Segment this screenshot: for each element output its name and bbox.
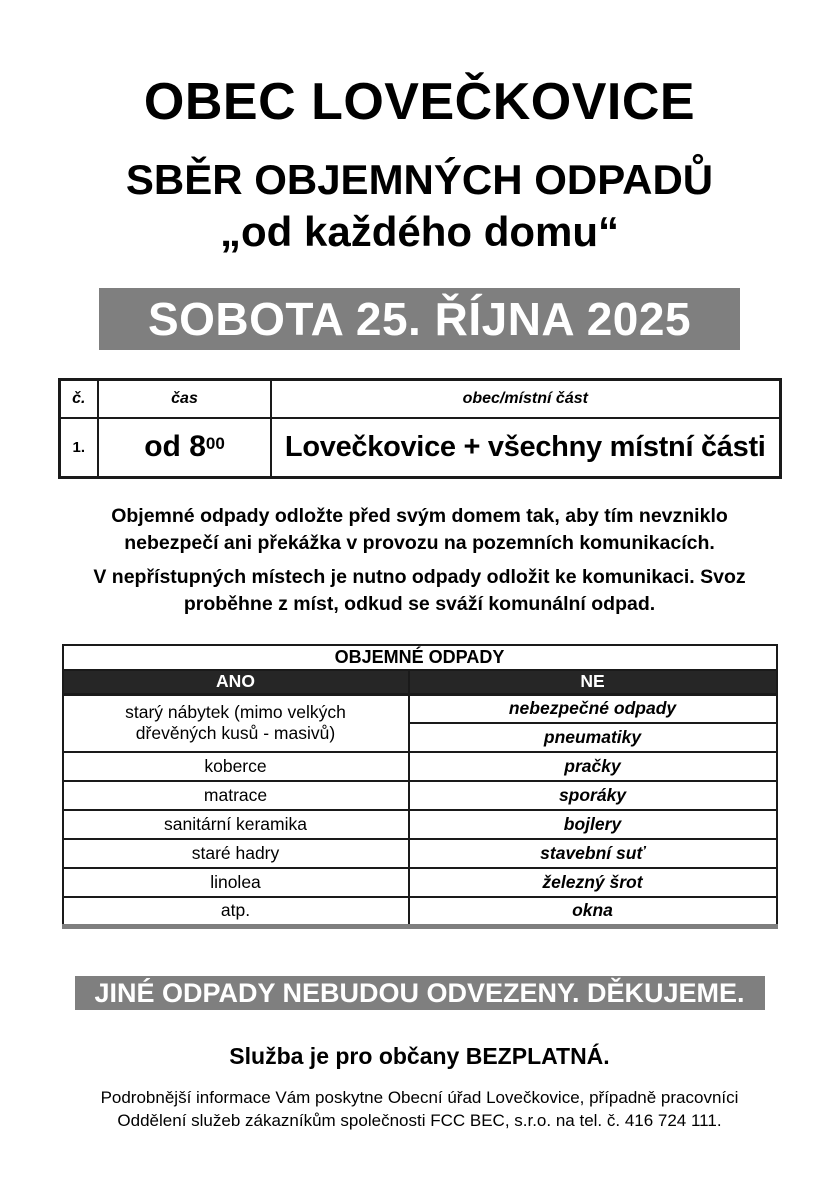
schedule-row-number: 1. [59, 418, 98, 478]
waste-col-no-header: NE [409, 670, 777, 694]
waste-row [63, 781, 777, 810]
subtitle-line-2: „od každého domu“ [220, 208, 619, 255]
waste-row [63, 752, 777, 781]
schedule-row-time [98, 418, 271, 478]
waste-table-title: OBJEMNÉ ODPADY [63, 645, 777, 670]
waste-row [63, 810, 777, 839]
waste-col-yes-header: ANO [63, 670, 409, 694]
schedule-header-row [59, 380, 780, 418]
waste-no-item: okna [409, 897, 777, 926]
waste-no-tires: pneumatiky [409, 723, 777, 752]
waste-no-hazardous: nebezpečné odpady [409, 694, 777, 723]
date-banner: SOBOTA 25. ŘÍJNA 2025 [99, 288, 740, 350]
instruction-paragraph-1: Objemné odpady odložte před svým domem tak, aby tím nevzniklo nebezpečí ani překážka v provozu na pozemních komunikacích. [111, 505, 728, 554]
page-title: OBEC LOVEČKOVICE [143, 73, 696, 131]
waste-yes-item: koberce [63, 752, 409, 781]
waste-no-item: bojlery [409, 810, 777, 839]
waste-table-title-row [63, 645, 777, 670]
subtitle-line-1: SBĚR OBJEMNÝCH ODPADŮ [125, 156, 714, 203]
waste-yes-item: matrace [63, 781, 409, 810]
waste-yes-item: linolea [63, 868, 409, 897]
schedule-time-text: od 8 [144, 430, 206, 464]
waste-yes-item: sanitární keramika [63, 810, 409, 839]
subtitle-block [0, 154, 839, 258]
poster-page [0, 72, 839, 1190]
waste-yes-furniture [63, 694, 409, 752]
waste-row [63, 839, 777, 868]
schedule-header-area: obec/místní část [271, 380, 780, 418]
waste-table-header-row [63, 670, 777, 694]
schedule-header-time: čas [98, 380, 271, 418]
waste-yes-item: atp. [63, 897, 409, 926]
schedule-time-superscript: 00 [205, 433, 225, 453]
waste-no-item: železný šrot [409, 868, 777, 897]
waste-row [63, 868, 777, 897]
waste-table [62, 644, 778, 929]
waste-no-item: pračky [409, 752, 777, 781]
schedule-header-number: č. [59, 380, 98, 418]
schedule-row-area: Lovečkovice + všechny místní části [271, 418, 780, 478]
waste-no-item: stavební suť [409, 839, 777, 868]
schedule-table [58, 378, 782, 479]
waste-yes-item: staré hadry [63, 839, 409, 868]
schedule-row [59, 418, 780, 478]
footer-contact-info: Podrobnější informace Vám poskytne Obecní úřad Lovečkovice, případně pracovníci Oddělení služeb zákazníkům společnosti FCC BEC, s.r.o. na tel. č. 416 724 111. [100, 1087, 739, 1130]
waste-yes-furniture-text: starý nábytek (mimo velkých dřevěných kusů - masivů) [125, 702, 346, 744]
waste-row [63, 897, 777, 926]
waste-no-item: sporáky [409, 781, 777, 810]
free-service-notice: Služba je pro občany BEZPLATNÁ. [229, 1042, 610, 1069]
waste-row [63, 694, 777, 723]
other-waste-notice-banner: JINÉ ODPADY NEBUDOU ODVEZENY. DĚKUJEME. [75, 976, 765, 1010]
instruction-paragraph-2: V nepřístupných místech je nutno odpady odložit ke komunikaci. Svoz proběhne z míst, odkud se sváží komunální odpad. [93, 566, 746, 615]
